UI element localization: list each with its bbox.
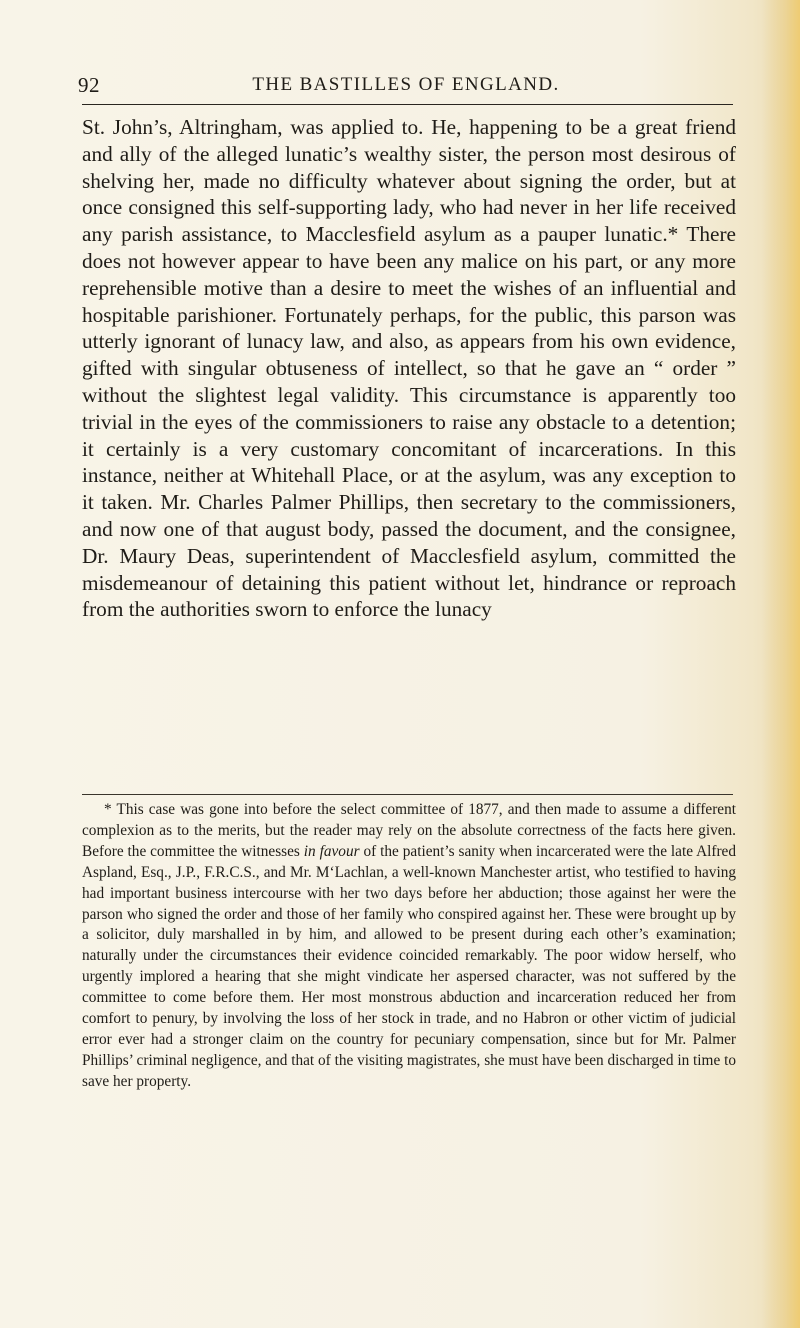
body-paragraph: St. John’s, Altringham, was applied to. He, happening to be a great friend and ally of the alleged lunatic’s wealthy sister, the person most desirous of shelving her, made no difficulty whatever about signing the order, but at once consigned this self-supporting lady, who had never in her life received any parish assistance, to Macclesfield asylum as a pauper lunatic.* There does not however appear to have been any malice on his part, or any more reprehensible motive than a desire to meet the wishes of an influential and hospitable parishioner. Fortunately perhaps, for the public, this parson was utterly ignorant of lunacy law, and also, as appears from his own evidence, gifted with singular obtuseness of intellect, so that he gave an “ order ” without the slightest legal validity. This circumstance is apparently too trivial in the eyes of the commissioners to raise any obstacle to a detention; it certainly is a very customary concomitant of incarcerations. In this instance, neither at Whitehall Place, or at the asylum, was any exception to it taken. Mr. Charles Palmer Phillips, then secretary to the commissioners, and now one of that august body, passed the document, and the consignee, Dr. Maury Deas, superintendent of Macclesfield asylum, committed the misdemeanour of detaining this patient without let, hindrance or reproach from the authorities sworn to enforce the lunacy [82,115,736,622]
header-rule [82,104,733,105]
page-number: 92 [78,73,100,97]
footnote-rule [82,794,733,795]
body-text [82,114,736,623]
footnote-paragraph [82,800,736,1093]
footnote-text-start: * This case was gone into before the select committee of 1877, and then made to assume a different complexion as to the merits, but the reader may rely on the absolute correctness of the facts here given. Before the committee the witnesses [82,801,736,860]
footnote-italic-text: in favour [303,842,360,860]
page-header [78,73,734,103]
footnote [82,800,736,1093]
footnote-text-end: of the patient’s sanity when incarcerated were the late Alfred Aspland, Esq., J.P., F.R.C.S., and Mr. M‘Lachlan, a well-known Manchester artist, who testified to having had important business intercourse with her two days before her abduction; those against her were the parson who signed the order and those of her family who conspired against her. These were brought up by a solicitor, duly marshalled in by him, and allowed to be present during each other’s examination; naturally under the circumstances their evidence coincided remarkably. The poor widow herself, who urgently implored a hearing that she might vindicate her aspersed character, was not suffered by the committee to come before them. Her most monstrous abduction and incarceration reduced her from comfort to penury, by involving the loss of her stock in trade, and no Habron or other victim of judicial error ever had a stronger claim on the country for pecuniary compensation, since but for Mr. Palmer Phillips’ criminal negligence, and that of the visiting magistrates, she must have been discharged in time to save her property. [82,842,736,1090]
running-title: THE BASTILLES OF ENGLAND. [252,74,560,95]
page-edge-discoloration [762,0,800,1328]
